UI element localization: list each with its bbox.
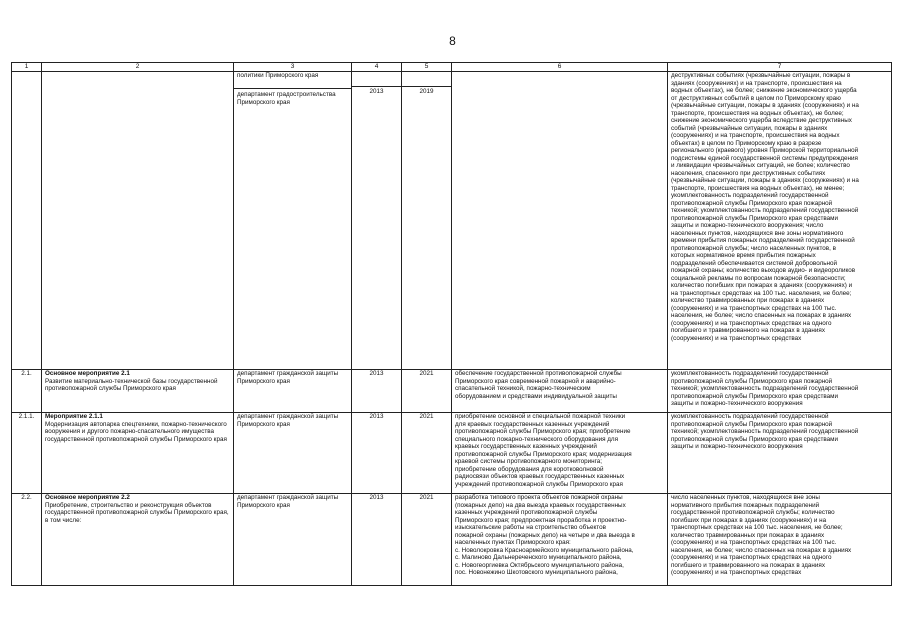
- end-year-cell: [402, 72, 452, 370]
- executor-top: политики Приморского края: [237, 72, 319, 79]
- text-line: оборудованием и средствами индивидуальной защиты: [455, 392, 617, 400]
- result-cell: [452, 370, 668, 413]
- header-cell-2: 2: [42, 63, 234, 72]
- indicators-cell: [668, 413, 892, 494]
- text-line: защиты и пожарно-технического вооружения: [671, 400, 803, 407]
- end-year-top-empty: [402, 72, 451, 87]
- indicators-cell: [668, 494, 892, 586]
- text-line: транспорте, происшествия на водных объектах), не более;: [671, 109, 844, 117]
- text-line: обеспечение государственной противопожарной службы: [455, 370, 622, 377]
- activity-description: Приобретение, строительство и реконструкция объектов государственной противопожарной службы Приморского края, в том числе:: [45, 501, 229, 524]
- text-line: противопожарной службы Приморского края; приобретение: [455, 428, 631, 435]
- text-line: (сооружениях) и на транспортных средствах на 100 тыс.: [671, 304, 837, 312]
- text-line: с. Новогеоргиевка Октябрьского муниципального района,: [455, 561, 624, 569]
- text-line: регионального (краевого) уровня Приморской территориальной: [671, 147, 859, 154]
- executor-bottom: департамент градостроительства Приморского края: [234, 88, 351, 106]
- text-line: учреждений противопожарной службы Приморского края: [455, 480, 623, 488]
- text-line: транспорте, происшествия на водных объектах), не менее;: [671, 184, 845, 192]
- text-line: изыскательские работы на строительство объектов: [455, 524, 606, 531]
- text-line: погибшего и травмированного на пожарах в зданиях: [671, 561, 825, 569]
- text-line: пожарной охраны (пожарных депо) на четыре и два выезда в: [455, 531, 635, 539]
- text-line: которых нормативное время прибытия пожарных: [671, 252, 816, 259]
- activity-cell: [42, 72, 234, 370]
- result-cell: [452, 413, 668, 494]
- start-year-top-empty: [352, 72, 401, 87]
- text-line: техникой; укомплектованность подразделений государственной: [671, 428, 859, 435]
- table-row: [12, 413, 892, 494]
- text-line: казенных учреждений противопожарной службы: [455, 509, 598, 516]
- text-line: количество травмированных при пожарах в зданиях: [671, 297, 825, 304]
- text-line: нормативного прибытия пожарных подразделений: [671, 501, 820, 509]
- text-line: краевых государственных казенных учреждений: [455, 443, 597, 450]
- text-line: (сооружениях) и на транспортных средствах на одного: [671, 319, 832, 327]
- text-line: противопожарной службы; число населенных пунктов, в: [671, 244, 836, 252]
- text-line: краевой системы противопожарного мониторинга;: [455, 458, 602, 465]
- text-line: количество погибших при пожарах в зданиях (сооружениях) и: [671, 282, 853, 289]
- start-year: 2013: [352, 370, 402, 413]
- text-line: (сооружениях) и на транспортных средствах на одного: [671, 554, 832, 561]
- start-year: 2013: [352, 413, 402, 494]
- text-line: времени прибытия пожарных подразделений государственной: [671, 237, 855, 244]
- text-line: населения, не более; число спасенных на пожарах в зданиях: [671, 312, 852, 319]
- indicators-cell: [668, 370, 892, 413]
- text-line: зданиях (сооружениях) и на транспорте, происшествия на: [671, 79, 842, 87]
- text-line: (сооружениях) и на транспортных средствах: [671, 569, 802, 576]
- text-line: спасательной техникой, пожарно-техническим: [455, 385, 591, 392]
- text-line: (сооружениях) и на транспортных средствах на 100 тыс.: [671, 539, 837, 546]
- end-year: 2021: [402, 370, 452, 413]
- text-line: погибшего и травмированного на пожарах в зданиях: [671, 327, 825, 334]
- end-year: 2021: [402, 413, 452, 494]
- text-line: противопожарной службы Приморского края пожарной: [671, 420, 833, 428]
- activity-name: Основное мероприятие 2.2: [45, 494, 130, 501]
- text-line: противопожарной службы Приморского края; модернизация: [455, 450, 632, 458]
- text-line: для краевых государственных казенных учреждений: [455, 420, 610, 428]
- text-line: укомплектованность подразделений государственной: [671, 192, 829, 199]
- text-line: (сооружениях) и на транспорте, происшествия на водных: [671, 132, 840, 139]
- text-line: государственной противопожарной службы; количество: [671, 509, 835, 516]
- text-line: (сооружениях) и на транспортных средствах: [671, 334, 802, 342]
- text-line: пос. Новонежино Шкотовского муниципального района,: [455, 569, 618, 576]
- text-line: радиосвязи объектов краевых государственных казенных: [455, 473, 625, 480]
- header-cell-5: 5: [402, 63, 452, 72]
- text-line: противопожарной службы Приморского края пожарной: [671, 377, 833, 385]
- text-line: пожарной охраны; количество выходов аудио- и видеороликов: [671, 267, 856, 274]
- text-line: защиты и пожарно-технического вооружения: [671, 443, 803, 450]
- text-line: приобретение оборудования для коротковолновой: [455, 465, 604, 473]
- text-line: укомплектованность подразделений государственной: [671, 413, 829, 420]
- text-line: населенных пунктах Приморского края:: [455, 539, 571, 546]
- row-number: 2.2.: [12, 494, 42, 586]
- text-line: противопожарной службы Приморского края пожарной: [671, 199, 833, 207]
- text-line: и ликвидации чрезвычайных ситуаций, не более; количество: [671, 162, 850, 169]
- text-line: специального пожарно-технического оборудования для: [455, 435, 618, 443]
- text-line: подсистемы единой государственной системы предупреждения: [671, 154, 858, 162]
- text-line: населения, не более; число спасенных на пожарах в зданиях: [671, 546, 852, 554]
- header-cell-3: 3: [234, 63, 352, 72]
- program-activities-table: [11, 62, 892, 586]
- text-line: разработка типового проекта объектов пожарной охраны: [455, 494, 623, 501]
- activity-description: Модернизация автопарка спецтехники, пожарно-технического вооружения и другого пожарно-спасательного имущества государственной противопожарной службы Приморского края: [45, 420, 227, 443]
- text-line: транспортных средствах на 100 тыс. населения, не более;: [671, 524, 843, 531]
- table-row: [12, 72, 892, 370]
- text-line: водных объектах), не более; снижение экономического ущерба: [671, 87, 857, 94]
- text-line: защиты и пожарно-технического вооружения; число: [671, 222, 824, 229]
- activity-name: Основное мероприятие 2.1: [45, 370, 130, 377]
- text-line: на транспортных средствах на 100 тыс. населения, не более;: [671, 289, 852, 297]
- start-year-cell: [352, 72, 402, 370]
- result-cell: [452, 72, 668, 370]
- header-cell-1: 1: [12, 63, 42, 72]
- activity-name: Мероприятие 2.1.1: [45, 413, 103, 420]
- text-line: населенных пунктов, находящихся вне зоны нормативного: [671, 229, 844, 237]
- text-line: противопожарной службы Приморского края средствами: [671, 435, 838, 443]
- text-line: подразделений обеспечивается системой добровольной: [671, 259, 838, 267]
- start-year: 2013: [352, 494, 402, 586]
- text-line: снижение экономического ущерба вследствие деструктивных: [671, 117, 852, 124]
- executor-cell: департамент гражданской защиты Приморского края: [234, 370, 352, 413]
- activity-cell: [42, 413, 234, 494]
- text-line: Приморского края; предпроектная проработка и проектно-: [455, 516, 627, 524]
- text-line: число населенных пунктов, находящихся вне зоны: [671, 494, 820, 501]
- text-line: погибших при пожарах в зданиях (сооружениях) и на: [671, 516, 827, 524]
- table-row: [12, 494, 892, 586]
- text-line: (чрезвычайные ситуации, пожары в зданиях (сооружениях) и на: [671, 102, 859, 109]
- text-line: противопожарной службы Приморского края средствами: [671, 392, 838, 400]
- text-line: укомплектованность подразделений государственной: [671, 370, 829, 377]
- page-number: 8: [449, 34, 456, 48]
- text-line: событий (чрезвычайные ситуации, пожары в зданиях: [671, 124, 828, 132]
- header-cell-7: 7: [668, 63, 892, 72]
- text-line: населения, спасенного при деструктивных событиях: [671, 169, 826, 177]
- row-number: 2.1.1.: [12, 413, 42, 494]
- executor-cell: департамент гражданской защиты Приморского края: [234, 413, 352, 494]
- header-row: [12, 63, 892, 72]
- text-line: приобретение основной и специальной пожарной техники: [455, 413, 626, 420]
- text-line: с. Новолокровка Красноармейского муниципального района,: [455, 546, 634, 554]
- activity-description: Развитие материально-технической базы государственной противопожарной службы Приморского края: [45, 377, 218, 392]
- text-line: социальной рекламы по вопросам пожарной безопасности;: [671, 274, 846, 282]
- table-row: [12, 370, 892, 413]
- executor-cell: департамент гражданской защиты Приморского края: [234, 494, 352, 586]
- text-line: с. Малиново Дальнереченского муниципального района,: [455, 554, 622, 561]
- text-line: противопожарной службы Приморского края средствами: [671, 214, 838, 222]
- activity-cell: [42, 370, 234, 413]
- start-year: 2013: [369, 88, 384, 95]
- indicators-cell: [668, 72, 892, 370]
- executor-cell: [234, 72, 352, 370]
- text-line: деструктивных событиях (чрезвычайные ситуации, пожары в: [671, 72, 851, 79]
- row-number: [12, 72, 42, 370]
- text-line: техникой; укомплектованность подразделений государственной: [671, 385, 859, 392]
- text-line: (пожарных депо) на два выезда краевых государственных: [455, 501, 626, 509]
- activity-cell: [42, 494, 234, 586]
- text-line: техникой; укомплектованность подразделений государственной: [671, 207, 859, 214]
- text-line: объектах) в целом по Приморскому краю в разрезе: [671, 139, 822, 147]
- text-line: Приморского края современной пожарной и аварийно-: [455, 377, 616, 385]
- end-year: 2019: [419, 88, 434, 95]
- header-cell-4: 4: [352, 63, 402, 72]
- end-year: 2021: [402, 494, 452, 586]
- result-cell: [452, 494, 668, 586]
- row-number: 2.1.: [12, 370, 42, 413]
- text-line: от деструктивных событий в целом по Приморскому краю: [671, 94, 841, 102]
- text-line: (чрезвычайные ситуации, пожары в зданиях (сооружениях) и на: [671, 177, 859, 184]
- text-line: количество травмированных при пожарах в зданиях: [671, 531, 825, 539]
- header-cell-6: 6: [452, 63, 668, 72]
